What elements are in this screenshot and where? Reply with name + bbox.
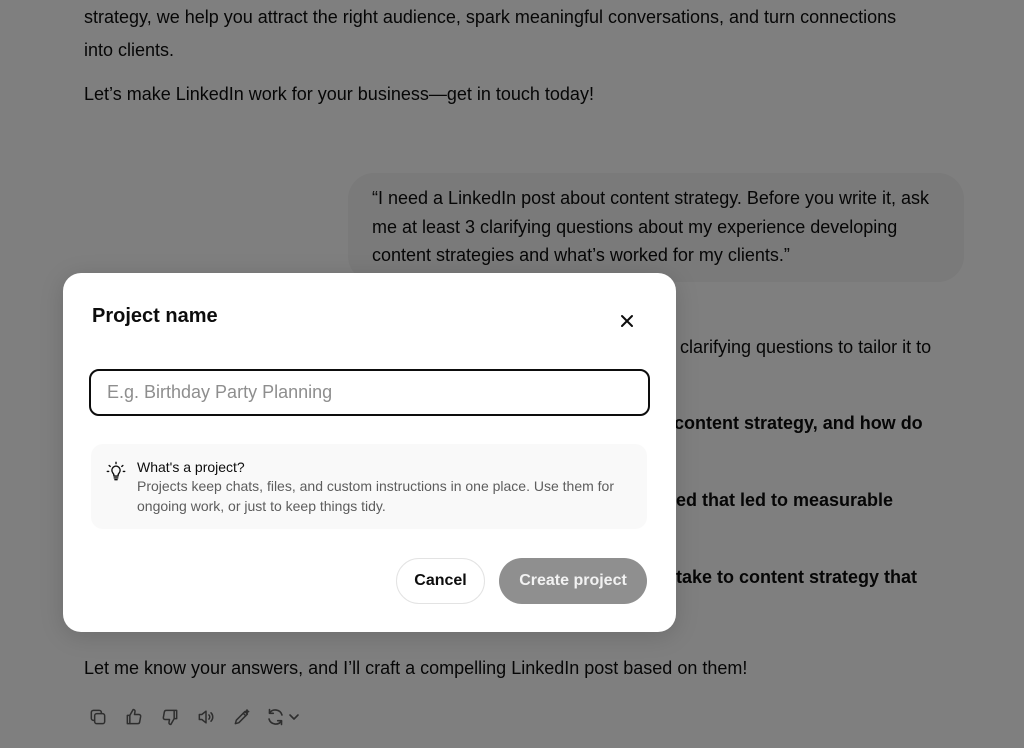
lightbulb-icon	[105, 460, 127, 482]
create-project-button[interactable]: Create project	[499, 558, 647, 604]
cancel-button[interactable]: Cancel	[396, 558, 485, 604]
project-name-input[interactable]	[89, 369, 650, 416]
project-info-box	[91, 444, 647, 529]
info-title: What's a project?	[137, 459, 245, 475]
close-icon	[619, 313, 635, 329]
info-body: Projects keep chats, files, and custom instructions in one place. Use them for ongoing work, or just to keep things tidy.	[137, 478, 615, 514]
project-name-dialog	[63, 273, 676, 632]
close-button[interactable]	[611, 305, 643, 337]
dialog-title: Project name	[92, 305, 218, 327]
